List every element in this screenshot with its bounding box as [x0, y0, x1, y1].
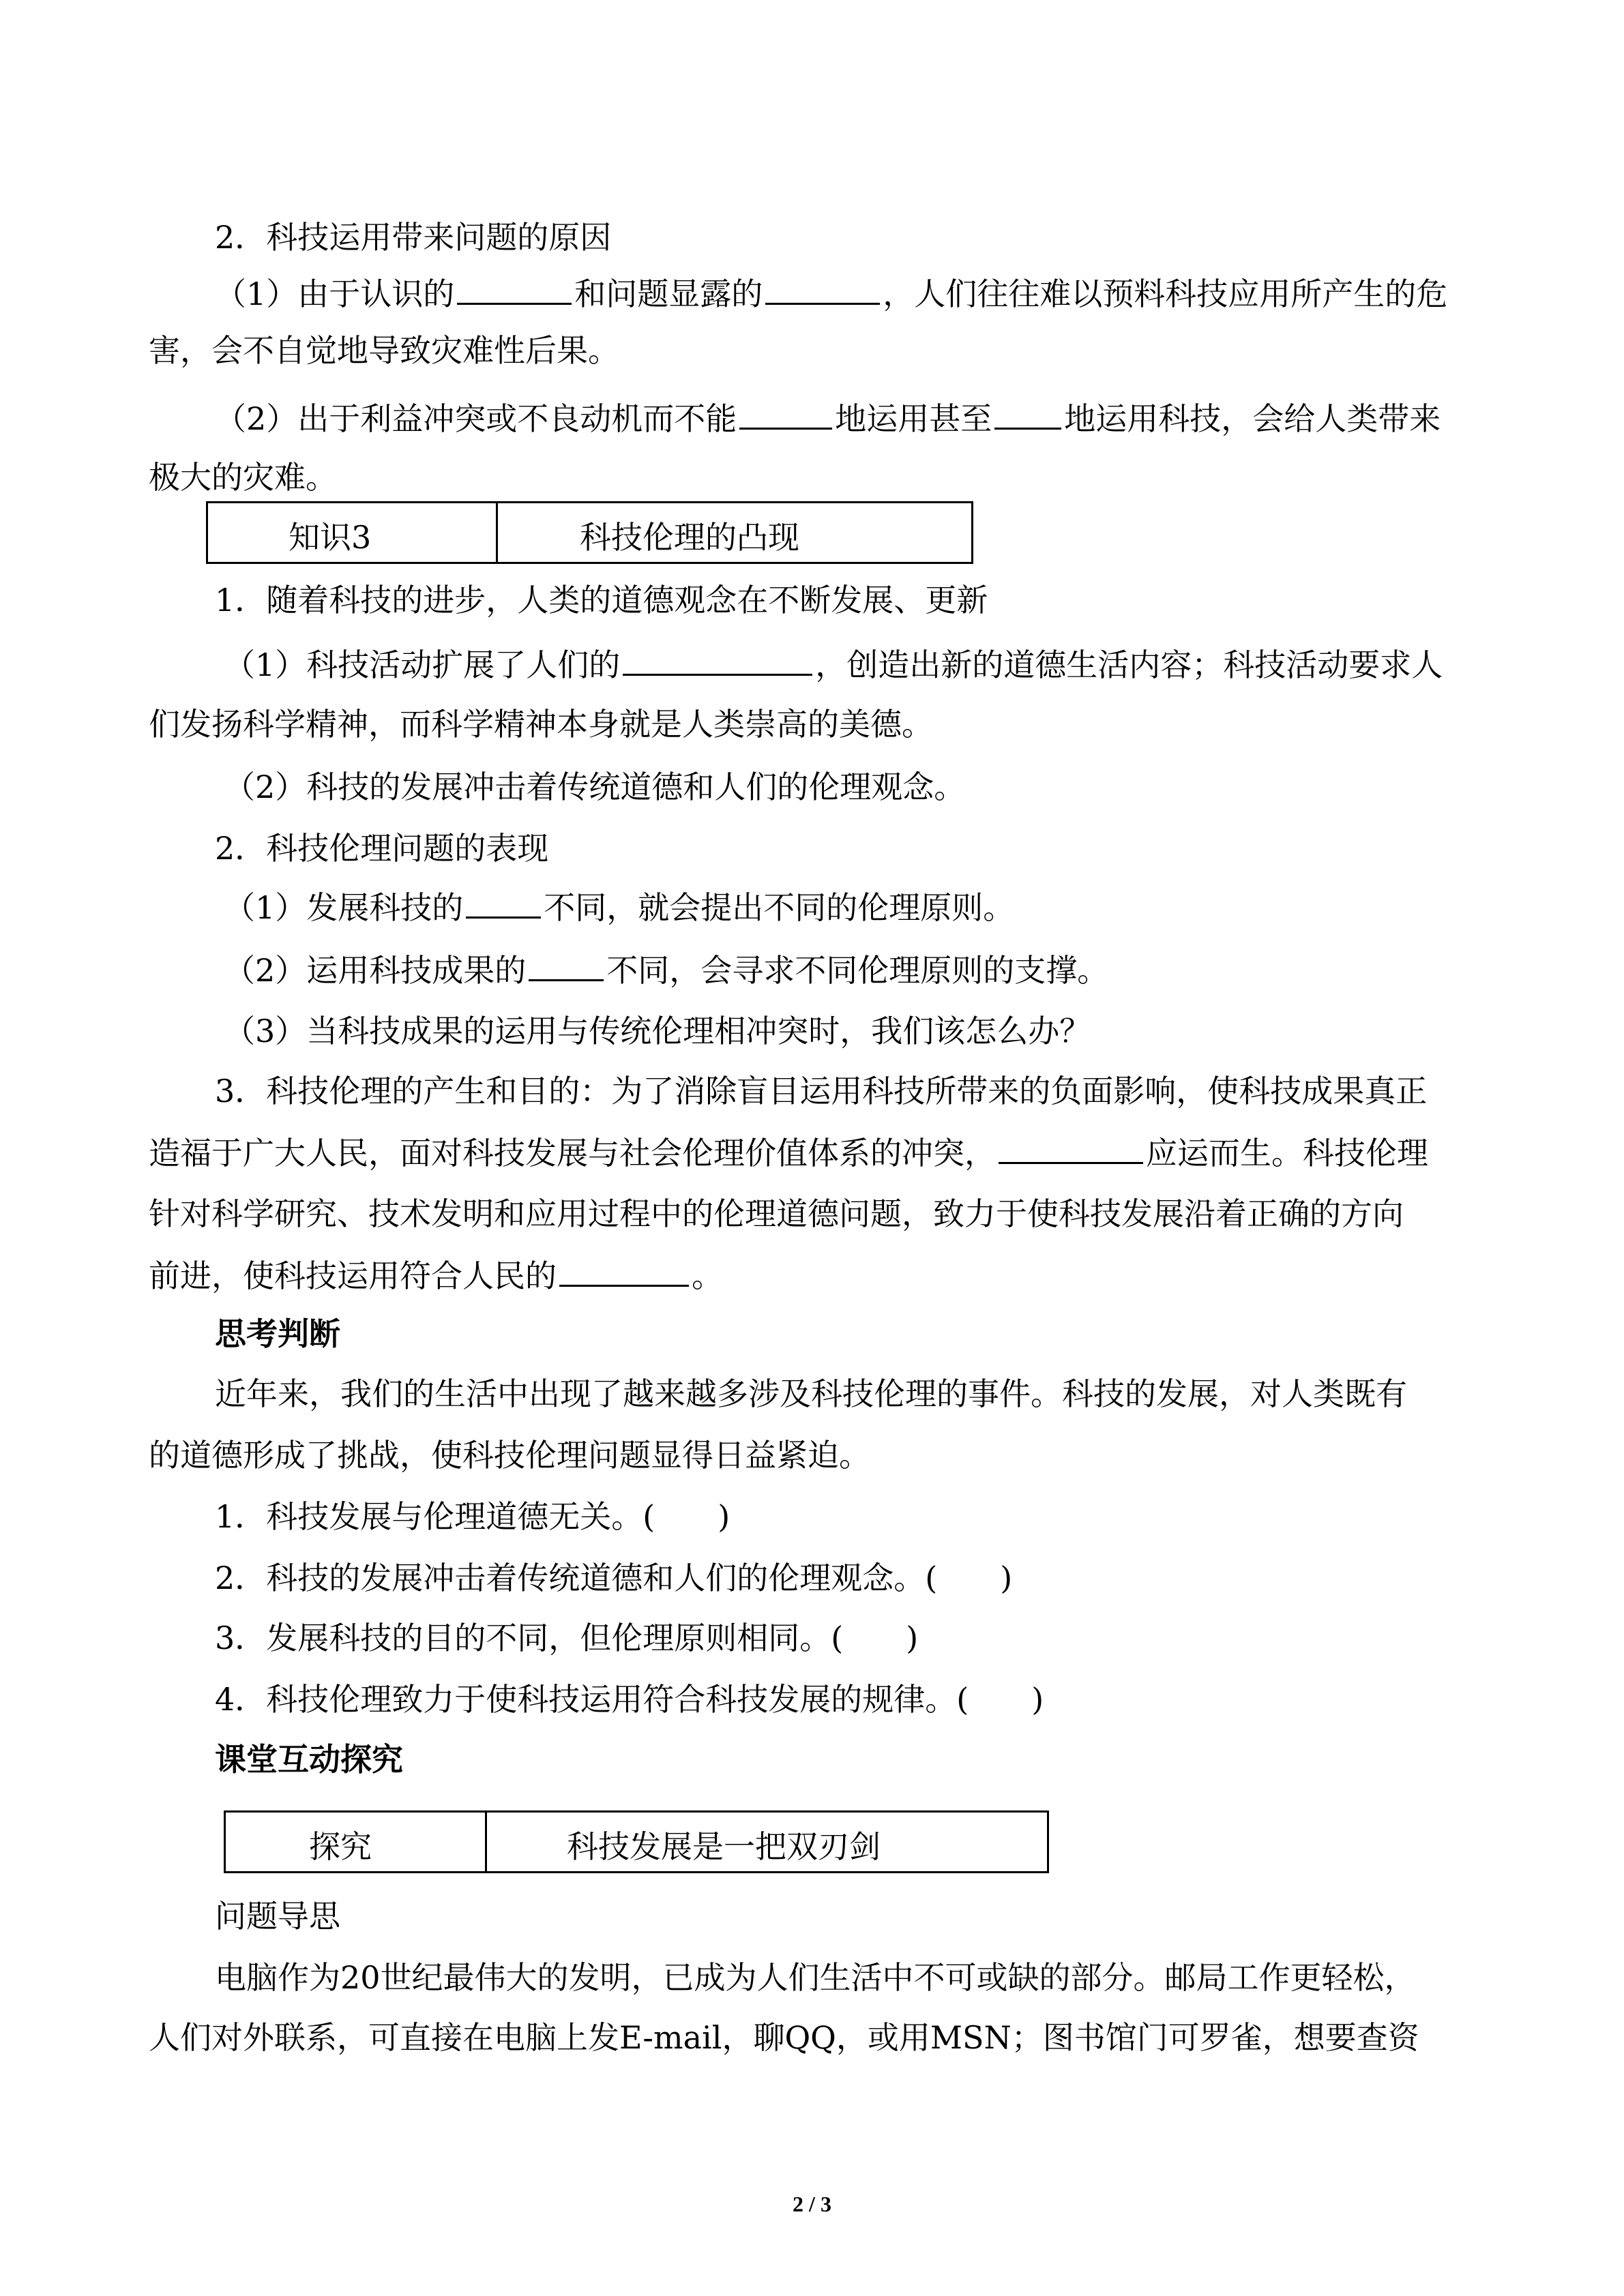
- paragraph-line: （2）出于利益冲突或不良动机而不能 地运用甚至 地运用科技，会给人类带来: [215, 398, 1552, 439]
- paragraph-line: 3．科技伦理的产生和目的：为了消除盲目运用科技所带来的负面影响，使科技成果真正: [215, 1073, 1428, 1109]
- paragraph-line: 电脑作为20世纪最伟大的发明，已成为人们生活中不可或缺的部分。邮局工作更轻松，: [215, 1959, 1416, 1996]
- page-number: 2 / 3: [793, 2192, 831, 2216]
- fill-blank: [457, 273, 572, 305]
- table-cell-label: 探究: [309, 1828, 372, 1865]
- section-heading: 2．科技伦理问题的表现: [215, 830, 549, 867]
- section-title-class: 课堂互动探究: [215, 1741, 403, 1778]
- paragraph-line: 极大的灾难。: [149, 459, 337, 496]
- paragraph-line: 人们对外联系，可直接在电脑上发E-mail，聊QQ，或用MSN；图书馆门可罗雀，想要查资: [149, 2019, 1419, 2056]
- judgment-item: 4．科技伦理致力于使科技运用符合科技发展的规律。( ): [215, 1681, 1044, 1718]
- fill-blank: [999, 1132, 1143, 1164]
- paragraph-line: （1）发展科技的 不同，就会提出不同的伦理原则。: [224, 886, 1561, 928]
- judgment-item: 1．科技发展与伦理道德无关。( ): [215, 1498, 730, 1535]
- table-cell-label: 知识3: [289, 519, 372, 556]
- paragraph-line: （1）由于认识的 和问题显露的 ，人们往往难以预料科技应用所产生的危: [215, 273, 1552, 314]
- table-cell-title: 科技伦理的凸现: [580, 519, 799, 556]
- paragraph-line: 1．随着科技的进步，人类的道德观念在不断发展、更新: [215, 582, 988, 618]
- knowledge-table: [206, 501, 973, 564]
- judgment-item: 3．发展科技的目的不同，但伦理原则相同。( ): [215, 1620, 919, 1656]
- paragraph-line: 前进，使科技运用符合人民的 。: [149, 1255, 1486, 1296]
- section-heading: 2．科技运用带来问题的原因: [215, 219, 612, 256]
- fill-blank: [529, 949, 604, 981]
- table-divider: [485, 1813, 487, 1871]
- paragraph-line: （2）科技的发展冲击着传统道德和人们的伦理观念。: [224, 769, 966, 805]
- table-divider: [496, 503, 498, 562]
- judgment-item: 2．科技的发展冲击着传统道德和人们的伦理观念。( ): [215, 1560, 1013, 1596]
- paragraph-line: 们发扬科学精神，而科学精神本身就是人类崇高的美德。: [149, 706, 933, 743]
- subsection-title: 问题导思: [215, 1898, 340, 1935]
- fill-blank: [466, 886, 541, 919]
- paragraph-line: （3）当科技成果的运用与传统伦理相冲突时，我们该怎么办？: [224, 1013, 1091, 1049]
- paragraph-line: 害，会不自觉地导致灾难性后果。: [149, 332, 619, 369]
- paragraph-line: 针对科学研究、技术发明和应用过程中的伦理道德问题，致力于使科技发展沿着正确的方向: [149, 1195, 1404, 1232]
- paragraph-line: 近年来，我们的生活中出现了越来越多涉及科技伦理的事件。科技的发展，对人类既有: [215, 1375, 1407, 1412]
- fill-blank: [765, 273, 880, 305]
- fill-blank: [559, 1255, 689, 1287]
- table-cell-title: 科技发展是一把双刃剑: [567, 1828, 881, 1865]
- paragraph-line: （2）运用科技成果的 不同，会寻求不同伦理原则的支撑。: [224, 949, 1561, 991]
- fill-blank: [994, 398, 1061, 430]
- section-title-think: 思考判断: [215, 1315, 340, 1352]
- explore-table: [224, 1810, 1049, 1873]
- paragraph-line: 造福于广大人民，面对科技发展与社会伦理价值体系的冲突， 应运而生。科技伦理: [149, 1132, 1486, 1174]
- paragraph-line: 的道德形成了挑战，使科技伦理问题显得日益紧迫。: [149, 1437, 870, 1474]
- paragraph-line: （1）科技活动扩展了人们的 ，创造出新的道德生活内容；科技活动要求人: [224, 644, 1561, 685]
- fill-blank: [623, 644, 812, 676]
- fill-blank: [739, 398, 832, 430]
